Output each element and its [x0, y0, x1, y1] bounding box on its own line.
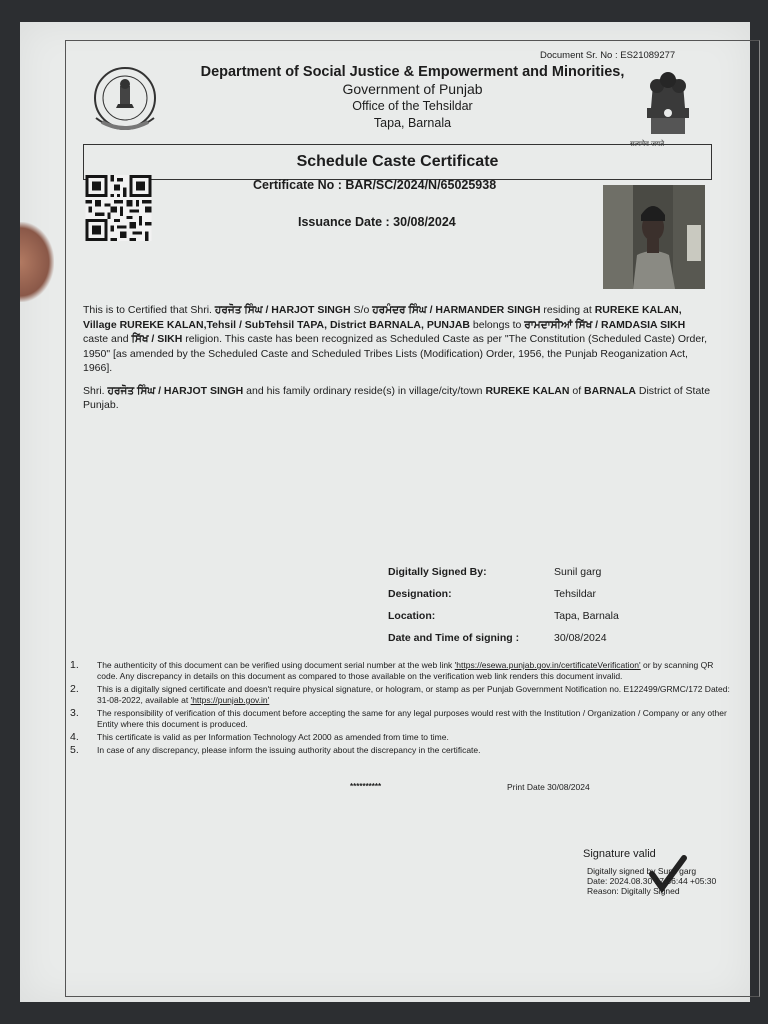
religion-name: / SIKH	[148, 333, 183, 345]
digital-signature-details	[587, 866, 716, 896]
department-name: Department of Social Justice & Empowerment and Minorities,	[200, 64, 625, 80]
designation-row: Designation: Tehsildar	[388, 588, 678, 610]
end-marker: **********	[350, 782, 382, 791]
verification-link[interactable]: 'https://esewa.punjab.gov.in/certificateVerification'	[454, 660, 641, 670]
caste-punjabi: ਰਾਮਦਾਸੀਆਂ ਸਿੱਖ	[524, 318, 593, 331]
note-item: 5. In case of any discrepancy, please inform the issuing authority about the discrepancy in the certificate.	[70, 744, 481, 756]
signature-timestamp: Date: 2024.08.30 17:56:44 +05:30	[587, 876, 717, 886]
note-item: 3. The responsibility of verification of this document before accepting the same for any legal purposes would rest with the Institution / Organization / Company or any other Entity where this document is produced.	[70, 707, 727, 729]
applicant-address: RUREKE KALAN, Village RUREKE KALAN,Tehsil / SubTehsil TAPA, District BARNALA, PUNJAB	[83, 304, 682, 331]
signing-location: Tapa, Barnala	[554, 610, 619, 622]
signed-by-row: Digitally Signed By: Sunil garg	[388, 566, 678, 588]
notes-list	[70, 660, 730, 758]
print-date: Print Date 30/08/2024	[507, 782, 590, 792]
emblem-motto: सत्यमेव जयते	[630, 141, 665, 148]
signature-valid-label: Signature valid	[583, 848, 656, 860]
father-name: / HARMANDER SINGH	[426, 304, 541, 316]
national-emblem-icon	[625, 66, 711, 148]
signer-name: Sunil garg	[554, 566, 602, 578]
certification-paragraph: This is to Certified that Shri. ਹਰਜੋਤ ਸਿੰਘ / HARJOT SINGH S/o ਹਰਮੰਦਰ ਸਿੰਘ / HARMANDER SINGH residing at RUREKE KALAN, Village RUREKE KALAN,Tehsil / SubTehsil TAPA, District BARNALA, PUNJAB belongs to ਰਾਮਦਾਸੀਆਂ ਸਿੱਖ / RAMDASIA SIKH caste and ਸਿੱਖ / SIKH religion. This caste has been recognized as Scheduled Caste as per "The Constitution (Scheduled Caste) Order, 1950" [as amended by the Scheduled Caste and Scheduled Tribes Lists (Modification) Order, 1956, the Punjab Reoganization Act, 1966].	[83, 304, 708, 374]
note-item: 4. This certificate is valid as per Information Technology Act 2000 as amended from time to time.	[70, 731, 449, 743]
location-row: Location: Tapa, Barnala	[388, 610, 678, 632]
issuing-authority	[160, 64, 665, 132]
certificate-number: Certificate No : BAR/SC/2024/N/65025938	[253, 178, 497, 192]
finger-thumb	[20, 222, 54, 302]
residence-district: BARNALA	[584, 384, 636, 397]
punjab-gov-link[interactable]: 'https://punjab.gov.in'	[190, 695, 270, 705]
signing-date: 30/08/2024	[554, 632, 607, 644]
verification-qr-code[interactable]	[80, 175, 157, 241]
caste-name: / RAMDASIA SIKH	[592, 318, 686, 331]
office-name: Office of the Tehsildar	[352, 99, 473, 113]
certificate-body	[83, 303, 713, 421]
residence-town: RUREKE KALAN	[485, 384, 570, 397]
office-location: Tapa, Barnala	[373, 116, 452, 130]
signing-date-row: Date and Time of signing : 30/08/2024	[388, 632, 678, 654]
applicant-photo	[603, 185, 705, 289]
signature-signer: Digitally signed by Sunil garg	[587, 866, 697, 876]
signer-designation: Tehsildar	[554, 588, 597, 600]
applicant-name: / HARJOT SINGH	[262, 304, 351, 316]
punjab-seal-icon	[82, 60, 168, 142]
document-serial: Document Sr. No : ES21089277	[540, 50, 676, 61]
certificate-sheet	[20, 22, 750, 1002]
signature-reason: Reason: Digitally Signed	[587, 886, 680, 896]
religion-punjabi: ਸਿੱਖ	[131, 333, 149, 345]
note-item: 1. The authenticity of this document can be verified using document serial number at the web link 'https://esewa.punjab.gov.in/certificateVerification' or by scanning QR code. Any discrepancy in details on this document as compared to those available on the verification web link renders this document invalid.	[70, 659, 714, 681]
note-item: 2. This is a digitally signed certificate and doesn't require physical signature, or hologram, or stamp as per Punjab Government Notification no. E122499/GRMC/172 Dated: 31-08-2022, available at 'https://punjab.gov.in'	[70, 683, 730, 705]
residence-paragraph: Shri. ਹਰਜੋਤ ਸਿੰਘ / HARJOT SINGH and his family ordinary reside(s) in village/city/town RUREKE KALAN of BARNALA District of State Punjab.	[83, 384, 711, 411]
father-name-punjabi: ਹਰਮੰਦਰ ਸਿੰਘ	[372, 304, 427, 316]
certificate-title: Schedule Caste Certificate	[83, 144, 712, 180]
government-name: Government of Punjab	[342, 81, 483, 97]
applicant-name-punjabi: ਹਰਜੋਤ ਸਿੰਘ	[214, 304, 263, 316]
signing-details	[388, 566, 678, 654]
issuance-date: Issuance Date : 30/08/2024	[298, 215, 456, 229]
